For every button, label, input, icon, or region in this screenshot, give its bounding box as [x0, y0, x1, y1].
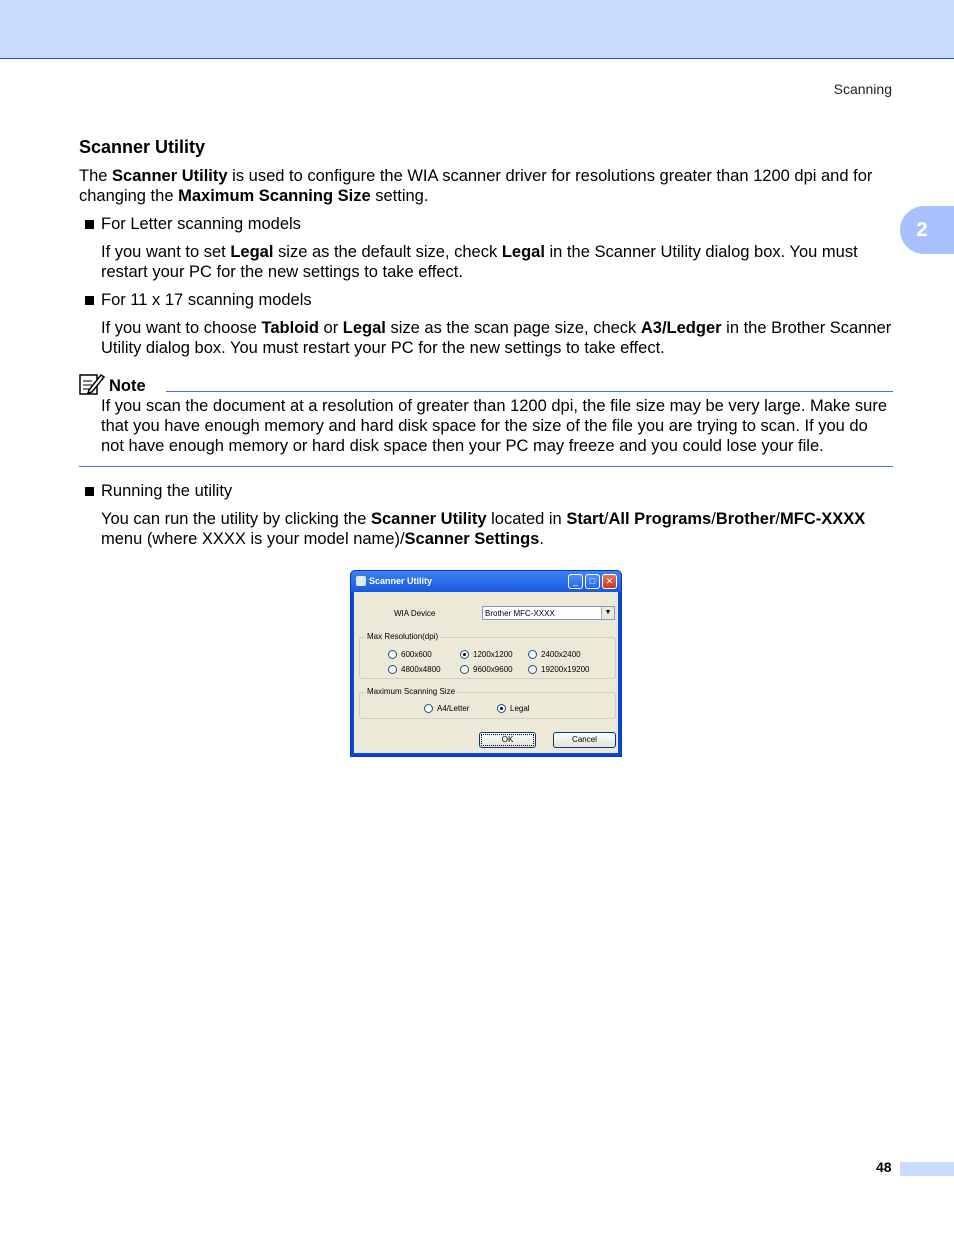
radio-legal[interactable]: [497, 704, 530, 713]
bullet-label: For Letter scanning models: [101, 215, 301, 233]
text-run: size as the default size, check: [273, 243, 502, 261]
text-run: in the Brother Scanner Utility dialog box. You must restart your PC for the new settings to take effect.: [101, 319, 892, 357]
dialog-client: [354, 592, 618, 753]
radio-label: 1200x1200: [473, 650, 513, 659]
max-resolution-group: [359, 632, 616, 679]
bold-term: Legal: [230, 243, 274, 261]
radio-19200[interactable]: [528, 665, 590, 674]
document-body: [79, 136, 893, 557]
radio-600[interactable]: [388, 650, 432, 659]
radio-circle-icon: [460, 665, 469, 674]
radio-9600[interactable]: [460, 665, 513, 674]
radio-1200[interactable]: [460, 650, 513, 659]
note-text: If you scan the document at a resolution of greater than 1200 dpi, the file size may be very large. Make sure that you have enough memory and hard disk space for the size of the file you are trying to scan. If you do not have enough memory or hard disk space then your PC may freeze and you could lose your file.: [101, 397, 888, 455]
radio-label: 4800x4800: [401, 665, 441, 674]
text-run: or: [318, 319, 343, 337]
bold-term: Maximum Scanning Size: [178, 187, 371, 205]
bold-term: Tabloid: [261, 319, 319, 337]
bold-term: All Programs: [608, 510, 712, 528]
section-heading: Scanner Utility: [79, 137, 206, 157]
dialog-title: Scanner Utility: [369, 576, 433, 586]
radio-label: Legal: [510, 704, 530, 713]
bold-term: MFC-XXXX: [780, 510, 866, 528]
radio-circle-icon: [388, 665, 397, 674]
bullet-square-icon: [85, 487, 94, 496]
bullet-paragraph: [79, 318, 893, 358]
wia-device-value: Brother MFC-XXXX: [485, 609, 555, 618]
radio-circle-icon: [528, 665, 537, 674]
text-run: .: [539, 530, 544, 548]
text-run: located in: [486, 510, 567, 528]
ok-button[interactable]: OK: [479, 732, 536, 748]
text-run: If you want to choose: [101, 319, 262, 337]
app-icon: [356, 576, 366, 586]
bullet-item: [79, 214, 893, 234]
bold-term: Scanner Utility: [112, 167, 228, 185]
bold-term: Scanner Utility: [370, 510, 487, 528]
radio-label: 2400x2400: [541, 650, 581, 659]
scanner-utility-dialog: [350, 570, 622, 757]
dialog-titlebar[interactable]: [351, 571, 621, 592]
radio-2400[interactable]: [528, 650, 581, 659]
intro-paragraph: [79, 166, 893, 206]
radio-circle-icon: [424, 704, 433, 713]
radio-circle-icon: [388, 650, 397, 659]
radio-label: 9600x9600: [473, 665, 513, 674]
radio-checked-icon: [460, 650, 469, 659]
group-title: Max Resolution(dpi): [367, 632, 439, 641]
text-run: setting.: [370, 187, 429, 205]
text-run: If you want to set: [101, 243, 231, 261]
bullet-square-icon: [85, 220, 94, 229]
bullet-label: Running the utility: [101, 482, 233, 500]
note-box: [79, 372, 893, 467]
pencil-note-icon: [79, 372, 105, 396]
bullet-item: [79, 481, 893, 501]
note-label: Note: [109, 377, 146, 395]
maximize-icon[interactable]: □: [585, 574, 600, 589]
bold-term: A3/Ledger: [640, 319, 722, 337]
minimize-icon[interactable]: _: [568, 574, 583, 589]
radio-label: A4/Letter: [437, 704, 470, 713]
bullet-paragraph: [79, 242, 893, 282]
note-divider: [166, 391, 893, 392]
note-header: [79, 372, 893, 396]
radio-label: 600x600: [401, 650, 432, 659]
bold-term: Brother: [715, 510, 776, 528]
radio-a4-letter[interactable]: [424, 704, 469, 713]
section-label: Scanning: [833, 81, 892, 97]
text-run: /: [775, 510, 780, 528]
text-run: /: [711, 510, 716, 528]
wia-device-select[interactable]: [482, 606, 615, 620]
radio-4800[interactable]: [388, 665, 441, 674]
max-scanning-size-group: [359, 687, 616, 719]
chevron-down-icon[interactable]: ▼: [601, 607, 614, 619]
radio-label: 19200x19200: [541, 665, 590, 674]
bullet-item: [79, 290, 893, 310]
bullet-square-icon: [85, 296, 94, 305]
cancel-button[interactable]: Cancel: [553, 732, 616, 748]
bullet-label: For 11 x 17 scanning models: [101, 291, 312, 309]
bold-term: Legal: [501, 243, 545, 261]
wia-device-label: WIA Device: [394, 609, 436, 618]
text-run: in the Scanner Utility dialog box. You must restart your PC for the new settings to take effect.: [101, 243, 858, 281]
text-run: You can run the utility by clicking the: [101, 510, 371, 528]
text-run: The: [79, 167, 113, 185]
text-run: /: [603, 510, 609, 528]
footer-bar: [900, 1162, 954, 1176]
bold-term: Scanner Settings: [404, 530, 540, 548]
bold-term: Start: [566, 510, 604, 528]
group-title: Maximum Scanning Size: [367, 687, 456, 696]
header-bar: [0, 0, 954, 59]
bullet-paragraph: [79, 509, 893, 549]
radio-checked-icon: [497, 704, 506, 713]
note-divider-bottom: [79, 466, 893, 467]
close-icon[interactable]: ✕: [602, 574, 617, 589]
text-run: is used to configure the WIA scanner driver for resolutions greater than 1200 dpi and for changing the: [79, 167, 873, 205]
chapter-tab: 2: [900, 206, 954, 254]
page-number: 48: [876, 1159, 892, 1175]
bold-term: Legal: [342, 319, 386, 337]
text-run: menu (where XXXX is your model name)/: [101, 530, 405, 548]
radio-circle-icon: [528, 650, 537, 659]
text-run: size as the scan page size, check: [385, 319, 641, 337]
